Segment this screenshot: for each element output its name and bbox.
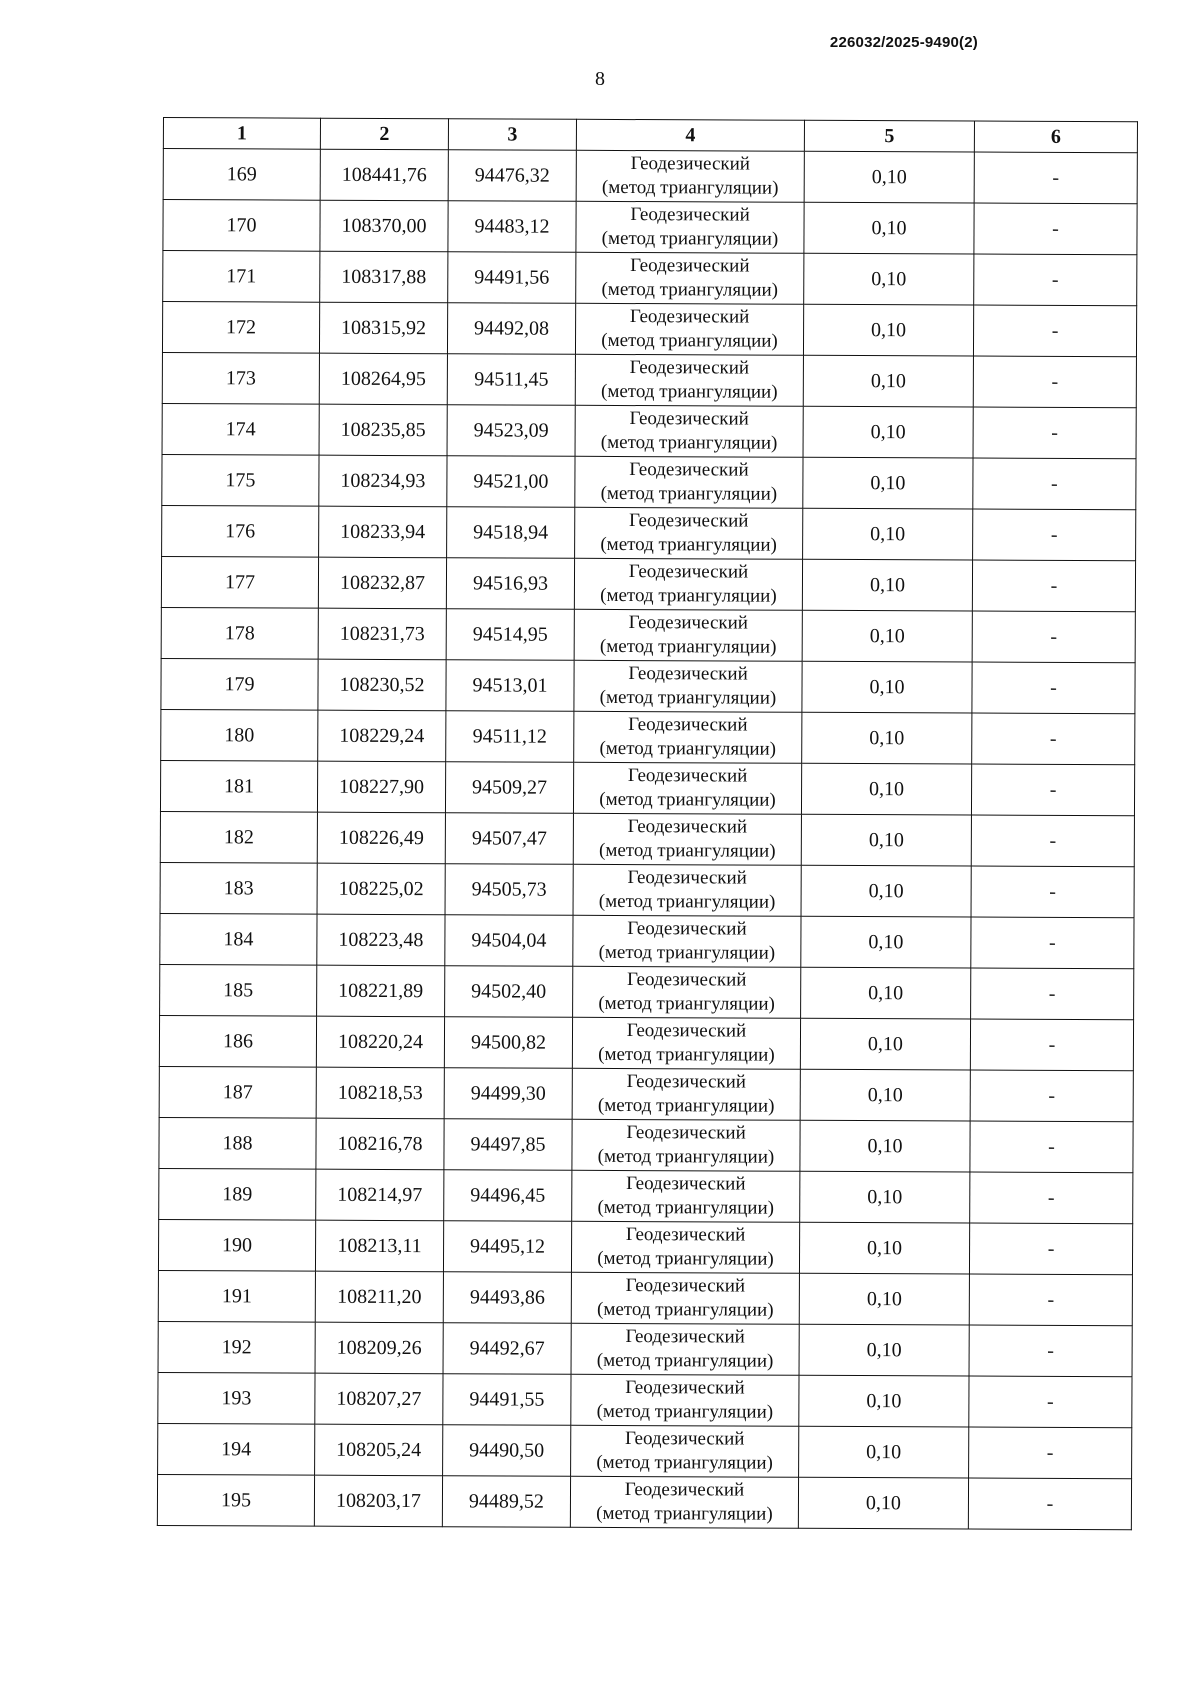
- coordinate-y-cell: 94502,40: [445, 966, 573, 1018]
- coordinate-y-cell: 94497,85: [444, 1119, 572, 1171]
- method-cell: [576, 252, 804, 304]
- point-number-cell: 190: [158, 1219, 315, 1271]
- method-detail: (метод триангуляции): [598, 941, 776, 964]
- point-number-cell: 177: [161, 556, 318, 608]
- coordinate-y-cell: 94483,12: [448, 201, 576, 253]
- table-body: [157, 149, 1137, 1530]
- accuracy-cell: 0,10: [799, 1273, 969, 1325]
- method-detail: (метод триангуляции): [600, 533, 777, 556]
- coordinate-y-cell: 94491,55: [443, 1374, 571, 1426]
- accuracy-cell: 0,10: [799, 1426, 969, 1478]
- accuracy-cell: 0,10: [804, 253, 974, 305]
- coordinate-y-cell: 94499,30: [444, 1068, 572, 1120]
- accuracy-cell: 0,10: [803, 508, 973, 560]
- coordinate-x-cell: 108209,26: [315, 1322, 443, 1374]
- column-header-6: 6: [974, 121, 1137, 153]
- table-header-row: [163, 118, 1137, 153]
- coordinate-y-cell: 94514,95: [446, 609, 574, 661]
- method-cell: [572, 1017, 800, 1069]
- table-row: [162, 454, 1136, 509]
- method-cell: [576, 201, 804, 253]
- note-cell: -: [968, 1478, 1131, 1530]
- coordinate-y-cell: 94511,45: [447, 354, 575, 406]
- method-name: Геодезический: [625, 1326, 745, 1348]
- column-header-3: 3: [448, 119, 576, 151]
- coordinate-x-cell: 108205,24: [315, 1424, 443, 1476]
- method-cell: [571, 1425, 799, 1477]
- coordinate-x-cell: 108315,92: [319, 302, 447, 354]
- note-cell: -: [971, 917, 1134, 969]
- method-name: Геодезический: [629, 408, 749, 430]
- table-row: [159, 1066, 1133, 1121]
- method-detail: (метод триангуляции): [596, 1451, 773, 1474]
- table-row: [160, 862, 1134, 917]
- method-detail: (метод триангуляции): [598, 890, 776, 913]
- point-number-cell: 179: [161, 658, 318, 710]
- accuracy-cell: 0,10: [799, 1375, 969, 1427]
- table-row: [160, 760, 1134, 815]
- accuracy-cell: 0,10: [803, 304, 973, 356]
- method-cell: [574, 711, 802, 763]
- accuracy-cell: 0,10: [801, 865, 971, 917]
- coordinate-x-cell: 108234,93: [319, 455, 447, 507]
- table-row: [162, 302, 1136, 357]
- table-header: [163, 118, 1137, 153]
- method-cell: [575, 354, 803, 406]
- note-cell: -: [971, 764, 1134, 816]
- note-cell: -: [973, 407, 1136, 459]
- method-detail: (метод триангуляции): [597, 1247, 774, 1270]
- method-cell: [573, 813, 801, 865]
- method-detail: (метод триангуляции): [598, 992, 775, 1015]
- coordinate-y-cell: 94516,93: [446, 558, 574, 610]
- table-row: [161, 658, 1135, 713]
- coordinate-y-cell: 94491,56: [448, 252, 576, 304]
- method-detail: (метод триангуляции): [596, 1502, 773, 1525]
- coordinate-x-cell: 108264,95: [319, 353, 447, 405]
- method-name: Геодезический: [627, 765, 748, 787]
- coordinate-y-cell: 94492,67: [443, 1323, 571, 1375]
- method-cell: [571, 1272, 799, 1324]
- method-name: Геодезический: [625, 1224, 746, 1246]
- coordinate-x-cell: 108227,90: [317, 761, 445, 813]
- method-name: Геодезический: [627, 816, 748, 838]
- coordinate-x-cell: 108220,24: [316, 1016, 444, 1068]
- point-number-cell: 178: [161, 607, 318, 659]
- coordinates-table: [157, 117, 1138, 1530]
- method-detail: (метод триангуляции): [601, 329, 778, 352]
- coordinate-x-cell: 108231,73: [318, 608, 446, 660]
- coordinate-x-cell: 108235,85: [319, 404, 447, 456]
- note-cell: -: [973, 356, 1136, 408]
- method-cell: [572, 1119, 800, 1171]
- method-cell: [573, 864, 801, 916]
- coordinate-x-cell: 108207,27: [315, 1373, 443, 1425]
- note-cell: -: [973, 305, 1136, 357]
- method-cell: [575, 507, 803, 559]
- accuracy-cell: 0,10: [801, 763, 971, 815]
- coordinate-x-cell: 108214,97: [316, 1169, 444, 1221]
- method-name: Геодезический: [629, 306, 750, 328]
- coordinates-table-wrapper: [163, 117, 1137, 1526]
- coordinate-x-cell: 108218,53: [316, 1067, 444, 1119]
- table-row: [158, 1372, 1132, 1427]
- note-cell: -: [971, 866, 1134, 918]
- table-row: [159, 1117, 1133, 1172]
- accuracy-cell: 0,10: [802, 712, 972, 764]
- accuracy-cell: 0,10: [800, 1018, 970, 1070]
- note-cell: -: [969, 1325, 1132, 1377]
- note-cell: -: [969, 1223, 1132, 1275]
- method-detail: (метод триангуляции): [597, 1145, 775, 1168]
- method-name: Геодезический: [625, 1377, 745, 1399]
- accuracy-cell: 0,10: [802, 661, 972, 713]
- coordinate-x-cell: 108221,89: [317, 965, 445, 1017]
- method-cell: [574, 660, 802, 712]
- coordinate-x-cell: 108317,88: [320, 251, 448, 303]
- table-row: [161, 556, 1135, 611]
- note-cell: -: [971, 815, 1134, 867]
- method-cell: [571, 1374, 799, 1426]
- coordinate-x-cell: 108233,94: [319, 506, 447, 558]
- note-cell: -: [969, 1274, 1132, 1326]
- coordinate-y-cell: 94507,47: [445, 813, 573, 865]
- accuracy-cell: 0,10: [803, 406, 973, 458]
- method-detail: (метод триангуляции): [599, 737, 777, 760]
- method-name: Геодезический: [627, 867, 747, 889]
- table-row: [158, 1321, 1132, 1376]
- method-detail: (метод триангуляции): [598, 1043, 775, 1066]
- method-name: Геодезический: [630, 255, 750, 277]
- method-name: Геодезический: [628, 612, 749, 634]
- note-cell: -: [974, 152, 1137, 204]
- method-name: Геодезический: [626, 969, 747, 991]
- accuracy-cell: 0,10: [804, 202, 974, 254]
- method-name: Геодезический: [628, 510, 749, 532]
- accuracy-cell: 0,10: [803, 457, 973, 509]
- method-cell: [574, 558, 802, 610]
- method-name: Геодезический: [627, 918, 747, 940]
- table-row: [161, 709, 1135, 764]
- method-cell: [572, 1170, 800, 1222]
- accuracy-cell: 0,10: [798, 1477, 968, 1529]
- note-cell: -: [972, 611, 1135, 663]
- method-detail: (метод триангуляции): [598, 839, 776, 862]
- method-detail: (метод триангуляции): [600, 482, 778, 505]
- table-row: [162, 403, 1136, 458]
- method-detail: (метод триангуляции): [599, 686, 777, 709]
- coordinate-y-cell: 94505,73: [445, 864, 573, 916]
- method-name: Геодезический: [628, 663, 748, 685]
- method-cell: [576, 150, 804, 202]
- point-number-cell: 185: [160, 964, 317, 1016]
- coordinate-x-cell: 108230,52: [318, 659, 446, 711]
- table-row: [158, 1270, 1132, 1325]
- point-number-cell: 171: [163, 251, 320, 303]
- point-number-cell: 181: [160, 760, 317, 812]
- point-number-cell: 169: [163, 149, 320, 201]
- note-cell: -: [971, 968, 1134, 1020]
- coordinate-x-cell: 108223,48: [317, 914, 445, 966]
- method-name: Геодезический: [626, 1071, 747, 1093]
- accuracy-cell: 0,10: [802, 610, 972, 662]
- method-name: Геодезический: [626, 1122, 746, 1144]
- coordinate-y-cell: 94511,12: [446, 711, 574, 763]
- coordinate-x-cell: 108203,17: [314, 1475, 442, 1527]
- point-number-cell: 193: [158, 1372, 315, 1424]
- table-row: [159, 1015, 1133, 1070]
- coordinate-y-cell: 94504,04: [445, 915, 573, 967]
- note-cell: -: [972, 713, 1135, 765]
- method-cell: [574, 609, 802, 661]
- accuracy-cell: 0,10: [799, 1324, 969, 1376]
- method-name: Геодезический: [630, 204, 750, 226]
- point-number-cell: 180: [161, 709, 318, 761]
- note-cell: -: [974, 203, 1137, 255]
- note-cell: -: [972, 662, 1135, 714]
- table-row: [158, 1423, 1132, 1478]
- method-detail: (метод триангуляции): [596, 1349, 774, 1372]
- point-number-cell: 182: [160, 811, 317, 863]
- table-row: [161, 607, 1135, 662]
- coordinate-x-cell: 108229,24: [318, 710, 446, 762]
- accuracy-cell: 0,10: [801, 916, 971, 968]
- table-row: [163, 149, 1137, 204]
- method-name: Геодезический: [626, 1020, 747, 1042]
- coordinate-x-cell: 108232,87: [318, 557, 446, 609]
- coordinate-x-cell: 108441,76: [320, 149, 448, 201]
- point-number-cell: 184: [160, 913, 317, 965]
- coordinate-y-cell: 94523,09: [447, 405, 575, 457]
- page-number: 8: [595, 68, 605, 90]
- method-cell: [575, 303, 803, 355]
- method-detail: (метод триангуляции): [599, 788, 776, 811]
- coordinate-x-cell: 108370,00: [320, 200, 448, 252]
- column-header-4: 4: [576, 119, 804, 151]
- accuracy-cell: 0,10: [801, 814, 971, 866]
- note-cell: -: [974, 254, 1137, 306]
- point-number-cell: 174: [162, 403, 319, 455]
- coordinate-x-cell: 108213,11: [315, 1220, 443, 1272]
- table-row: [160, 913, 1134, 968]
- coordinate-x-cell: 108225,02: [317, 863, 445, 915]
- method-detail: (метод триангуляции): [596, 1400, 774, 1423]
- table-row: [158, 1219, 1132, 1274]
- coordinate-y-cell: 94490,50: [443, 1425, 571, 1477]
- point-number-cell: 192: [158, 1321, 315, 1373]
- method-detail: (метод триангуляции): [601, 278, 779, 301]
- method-name: Геодезический: [628, 561, 749, 583]
- method-name: Геодезический: [624, 1479, 745, 1501]
- method-name: Геодезический: [628, 714, 748, 736]
- coordinate-x-cell: 108216,78: [316, 1118, 444, 1170]
- table-row: [160, 811, 1134, 866]
- accuracy-cell: 0,10: [800, 1171, 970, 1223]
- coordinate-x-cell: 108226,49: [317, 812, 445, 864]
- method-cell: [575, 456, 803, 508]
- method-name: Геодезический: [625, 1275, 746, 1297]
- accuracy-cell: 0,10: [802, 559, 972, 611]
- point-number-cell: 170: [163, 200, 320, 252]
- accuracy-cell: 0,10: [799, 1222, 969, 1274]
- document-id: 226032/2025-9490(2): [829, 34, 978, 51]
- method-detail: (метод триангуляции): [601, 227, 779, 250]
- point-number-cell: 175: [162, 454, 319, 506]
- point-number-cell: 176: [162, 505, 319, 557]
- method-cell: [573, 915, 801, 967]
- note-cell: -: [969, 1376, 1132, 1428]
- table-row: [157, 1474, 1131, 1529]
- coordinate-y-cell: 94500,82: [444, 1017, 572, 1069]
- point-number-cell: 183: [160, 862, 317, 914]
- coordinate-y-cell: 94489,52: [442, 1476, 570, 1528]
- coordinate-y-cell: 94495,12: [443, 1221, 571, 1273]
- table-row: [163, 200, 1137, 255]
- point-number-cell: 187: [159, 1066, 316, 1118]
- point-number-cell: 195: [157, 1474, 314, 1526]
- note-cell: -: [970, 1070, 1133, 1122]
- method-detail: (метод триангуляции): [599, 635, 777, 658]
- method-detail: (метод триангуляции): [597, 1094, 775, 1117]
- method-detail: (метод триангуляции): [597, 1196, 775, 1219]
- note-cell: -: [973, 458, 1136, 510]
- table-row: [159, 1168, 1133, 1223]
- coordinate-y-cell: 94496,45: [444, 1170, 572, 1222]
- method-detail: (метод триангуляции): [601, 176, 779, 199]
- note-cell: -: [973, 509, 1136, 561]
- accuracy-cell: 0,10: [801, 967, 971, 1019]
- table-row: [160, 964, 1134, 1019]
- coordinate-y-cell: 94492,08: [447, 303, 575, 355]
- method-detail: (метод триангуляции): [600, 584, 777, 607]
- note-cell: -: [970, 1121, 1133, 1173]
- note-cell: -: [969, 1427, 1132, 1479]
- method-cell: [573, 966, 801, 1018]
- method-cell: [570, 1476, 798, 1528]
- column-header-5: 5: [804, 120, 974, 152]
- point-number-cell: 194: [158, 1423, 315, 1475]
- coordinate-y-cell: 94521,00: [447, 456, 575, 508]
- point-number-cell: 186: [159, 1015, 316, 1067]
- method-detail: (метод триангуляции): [600, 431, 778, 454]
- note-cell: -: [970, 1172, 1133, 1224]
- method-name: Геодезический: [630, 153, 751, 175]
- column-header-2: 2: [320, 118, 448, 150]
- accuracy-cell: 0,10: [800, 1069, 970, 1121]
- method-detail: (метод триангуляции): [600, 380, 778, 403]
- column-header-1: 1: [163, 118, 320, 150]
- method-name: Геодезический: [629, 357, 750, 379]
- point-number-cell: 172: [162, 302, 319, 354]
- method-cell: [571, 1221, 799, 1273]
- note-cell: -: [972, 560, 1135, 612]
- coordinate-y-cell: 94518,94: [447, 507, 575, 559]
- accuracy-cell: 0,10: [804, 151, 974, 203]
- method-cell: [571, 1323, 799, 1375]
- method-detail: (метод триангуляции): [596, 1298, 774, 1321]
- method-cell: [573, 762, 801, 814]
- table-row: [163, 251, 1137, 306]
- method-name: Геодезический: [629, 459, 749, 481]
- point-number-cell: 173: [162, 352, 319, 404]
- coordinate-y-cell: 94509,27: [445, 762, 573, 814]
- coordinate-x-cell: 108211,20: [315, 1271, 443, 1323]
- method-cell: [572, 1068, 800, 1120]
- method-cell: [575, 405, 803, 457]
- coordinate-y-cell: 94493,86: [443, 1272, 571, 1324]
- table-row: [162, 352, 1136, 407]
- accuracy-cell: 0,10: [803, 355, 973, 407]
- method-name: Геодезический: [624, 1428, 745, 1450]
- note-cell: -: [970, 1019, 1133, 1071]
- table-row: [162, 505, 1136, 560]
- point-number-cell: 189: [159, 1168, 316, 1220]
- accuracy-cell: 0,10: [800, 1120, 970, 1172]
- coordinate-y-cell: 94476,32: [448, 150, 576, 202]
- method-name: Геодезический: [626, 1173, 746, 1195]
- point-number-cell: 188: [159, 1117, 316, 1169]
- coordinate-y-cell: 94513,01: [446, 660, 574, 712]
- point-number-cell: 191: [158, 1270, 315, 1322]
